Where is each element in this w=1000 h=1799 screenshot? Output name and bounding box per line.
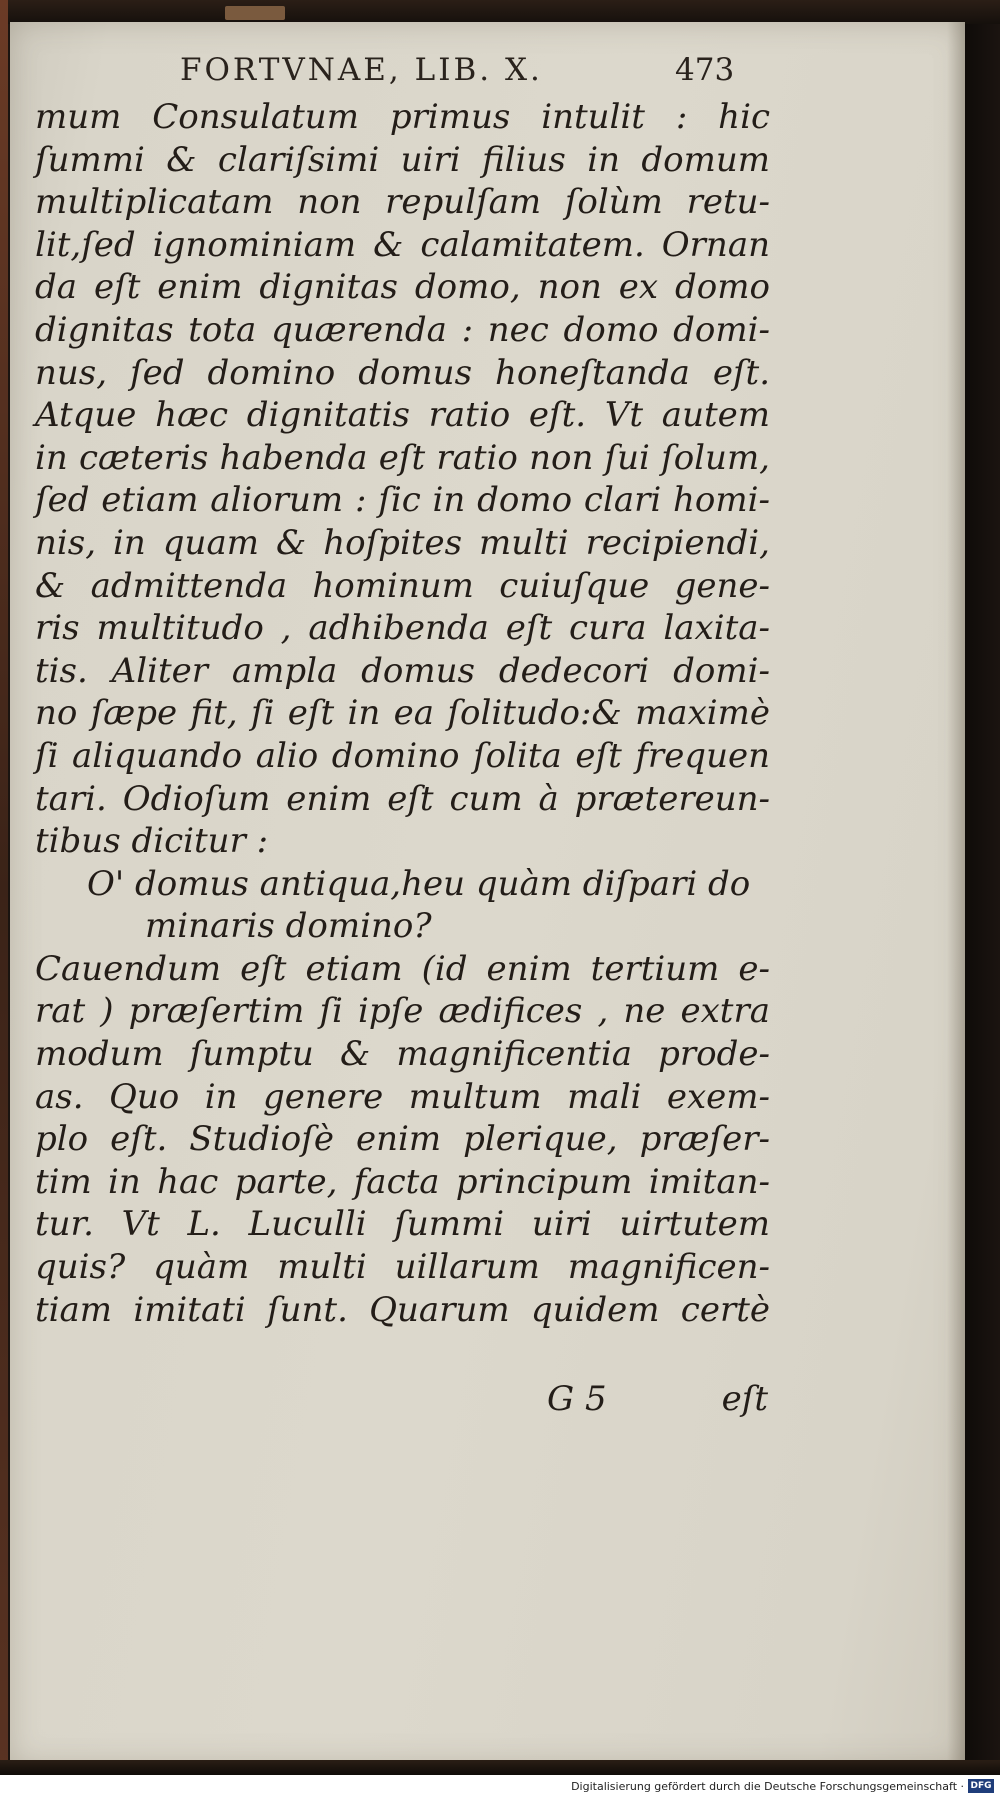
body-text <box>35 96 770 1331</box>
page-number: 473 <box>675 52 735 88</box>
signature-line <box>35 1379 770 1419</box>
book-top-edge <box>0 0 1000 24</box>
text-line: no ſæpe fit, ſi eſt in ea ſolitudo:& maximè <box>35 693 770 734</box>
text-line: as. Quo in genere multum mali exem- <box>35 1076 770 1117</box>
text-line: multiplicatam non repulſam ſolùm retu- <box>35 182 770 223</box>
text-line: ſummi & clariſsimi uiri filius in domum <box>35 139 770 180</box>
verse-line: O' domus antiqua,heu quàm diſpari do <box>87 863 751 904</box>
text-line: rat ) præſertim ſi ipſe ædifices , ne extra <box>35 991 770 1032</box>
text-line: modum ſumptu & magnificentia prode- <box>35 1034 770 1075</box>
text-line: Atque hæc dignitatis ratio eſt. Vt autem <box>35 395 770 436</box>
text-line: mum Consulatum primus intulit : hic <box>35 97 770 137</box>
text-line: & admittenda hominum cuiuſque gene- <box>35 565 770 606</box>
page-edge-shadow <box>947 22 965 1765</box>
text-line: lit,ſed ignominiam & calamitatem. Ornan <box>35 224 770 265</box>
text-line: tiam imitati ſunt. Quarum quidem certè <box>35 1289 770 1330</box>
book-page <box>10 22 965 1765</box>
running-head: FORTVNAE, LIB. X. <box>180 52 543 88</box>
text-line: in cæteris habenda eſt ratio non ſui ſolum, <box>35 437 770 478</box>
text-line: tur. Vt L. Luculli ſummi uiri uirtutem <box>35 1204 770 1245</box>
text-line: quis? quàm multi uillarum magnificen- <box>35 1247 770 1288</box>
text-line: plo eſt. Studioſè enim plerique, præſer- <box>35 1119 770 1160</box>
text-line: Cauendum eſt etiam (id enim tertium e- <box>35 948 770 989</box>
text-line: tis. Aliter ampla domus dedecori domi- <box>35 650 770 691</box>
verse-line: minaris domino? <box>145 906 432 947</box>
book-bottom-edge <box>0 1760 1000 1775</box>
text-line: nis, in quam & hoſpites multi recipiendi, <box>35 522 770 563</box>
catchword: eſt <box>721 1379 768 1419</box>
signature-mark: G 5 <box>547 1379 607 1419</box>
book-spine-edge <box>0 0 8 1775</box>
text-line: tim in hac parte, facta principum imitan- <box>35 1161 770 1202</box>
digitization-note: Digitalisierung gefördert durch die Deutsche Forschungsgemeinschaft · <box>571 1780 964 1793</box>
text-line: ſed etiam aliorum : ſic in domo clari homi- <box>35 480 770 521</box>
top-edge-tab <box>225 6 285 20</box>
text-line: ris multitudo , adhibenda eſt cura laxita- <box>35 608 770 649</box>
text-line: dignitas tota quærenda : nec domo domi- <box>35 309 770 350</box>
text-line: nus, ſed domino domus honeſtanda eſt. <box>35 352 770 393</box>
text-line: da eſt enim dignitas domo, non ex domo <box>35 267 770 308</box>
text-line: tari. Odioſum enim eſt cum à prætereun- <box>35 778 770 819</box>
dfg-logo: DFG <box>968 1779 994 1793</box>
text-line: tibus dicitur : <box>35 821 269 862</box>
text-line: ſi aliquando alio domino ſolita eſt frequen <box>35 735 770 776</box>
digitization-footer <box>0 1775 1000 1799</box>
